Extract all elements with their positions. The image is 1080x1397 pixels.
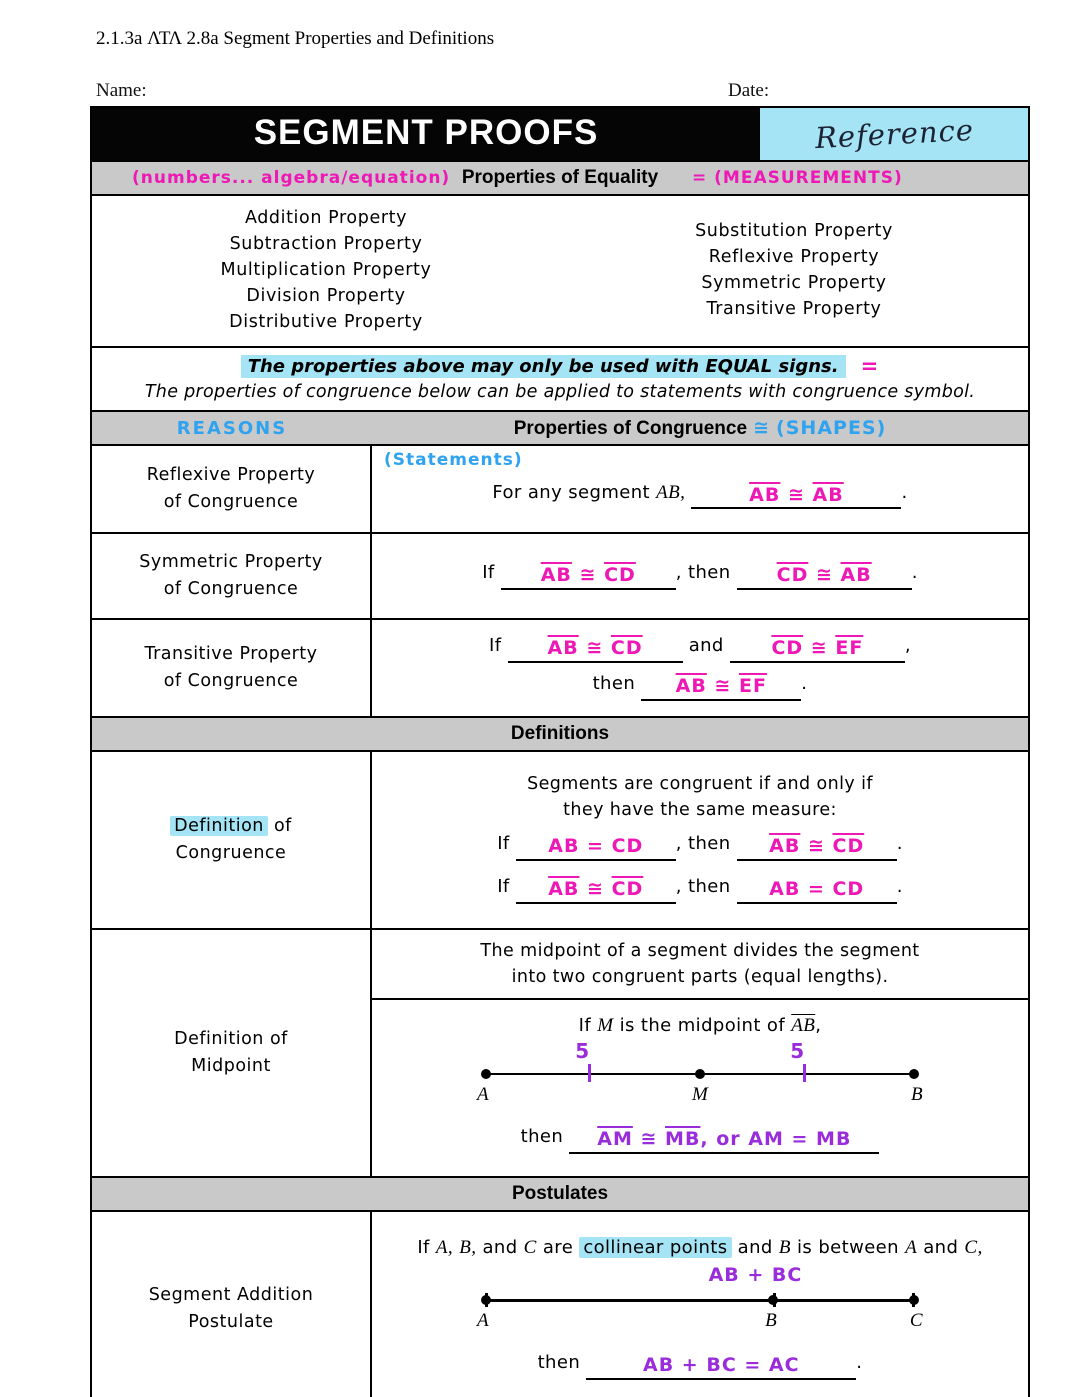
comma: , [904,635,912,656]
property-item: Reflexive Property [708,247,880,267]
equality-properties-row [92,194,1028,346]
reason-line: Segment Addition [148,1284,314,1305]
transitive-statement-line1 [388,635,1012,663]
intro-line: The midpoint of a segment divides the segment [480,940,920,961]
statement-text: For any segment [492,481,651,503]
midpoint-intro [372,930,1028,1000]
condition-text: is the midpoint of [619,1014,786,1036]
segment: $\overline{MB}$ [665,1127,701,1150]
length-annotation: AB + BC [708,1264,803,1287]
handwritten-answer: AB = CD [548,834,644,857]
segment-addition-diagram [477,1264,923,1342]
reason-line: Definition of [174,1028,288,1049]
equality-left-list [92,205,560,335]
title-banner [92,108,1028,160]
if-blank [508,638,683,663]
note-line-1 [92,354,1028,378]
segment: $\overline{CD}$ [610,637,643,659]
reference-handwriting: Reference [813,112,975,156]
midpoint-body [372,1000,1028,1171]
if-label: If [488,635,502,656]
congruence-line1 [388,833,1012,861]
congruence-line2 [388,876,1012,904]
then-label: , then [675,875,731,897]
reflexive-row [92,444,1028,532]
point-label-m: M [692,1083,709,1105]
handwritten-answer [769,835,864,857]
point-dot-a [481,1069,491,1079]
symmetric-statement [388,562,1012,590]
then-label: then [520,1125,564,1147]
segment: $\overline{CD}$ [832,834,865,857]
then-blank [586,1355,856,1380]
congruence-title-wrap [372,417,1028,440]
then-blank [737,879,897,904]
handwritten-answer [777,564,872,586]
transitive-statement-line2 [388,673,1012,701]
segment-ab: $\overline{AB}$ [812,483,844,506]
handwritten-answer [541,564,636,586]
then-blank [569,1129,879,1154]
handwritten-answer [548,878,643,900]
property-item: Transitive Property [706,299,882,319]
usage-note-row [92,346,1028,410]
reason-line: Reflexive Property [146,465,316,485]
point-c: C, [964,1237,983,1259]
handwritten-answer [676,675,767,697]
property-item: Substitution Property [695,221,893,241]
then-label: then [537,1352,581,1374]
note-line-2: The properties of congruence below can be applied to statements with congruence symbol. [144,382,976,402]
and-label: and [688,635,724,656]
transitive-reason [92,620,372,716]
definition-midpoint-row [92,928,1028,1176]
point-dot-b [909,1069,919,1079]
comma: , [815,1014,822,1036]
condition-text: is between [797,1237,899,1259]
reason-word: of [273,815,292,836]
reason-line: Symmetric Property [139,552,323,572]
segment-ab: $\overline{AB}$ [791,1014,816,1036]
condition-text: and [482,1237,518,1259]
handwritten-answer [548,637,643,659]
if-label: If [417,1237,430,1259]
point-label-c: C [909,1310,923,1332]
reasons-annotation: REASONS [176,417,288,439]
reason-line: Transitive Property [144,643,318,664]
congruent-op: ≅ [787,483,805,506]
property-item: Distributive Property [229,312,423,332]
point-m: M [597,1014,614,1036]
congruent-op: ≅ [586,637,604,659]
if-blank [516,836,676,861]
intro-line: into two congruent parts (equal lengths). [511,966,889,987]
then-blank [641,676,801,701]
if-label: If [578,1014,592,1036]
postulate-conclusion [388,1352,1012,1380]
handwritten-answer: AB = CD [769,877,865,900]
postulate-condition [388,1237,1012,1259]
congruence-title: Properties of Congruence [513,417,748,439]
period: . [901,481,908,503]
definition-congruence-statement-cell [372,752,1028,928]
transitive-statement-cell [372,620,1028,716]
date-label: Date: [728,80,770,101]
congruence-header-row [92,410,1028,444]
reason-line: of Congruence [163,579,299,599]
symmetric-row [92,532,1028,618]
point-label-b: B [765,1310,778,1332]
period: . [801,672,808,694]
then-blank [737,565,912,590]
reason-line: of Congruence [163,670,299,691]
segment-ab: $\overline{AB}$ [749,483,781,506]
tick-mark [803,1064,806,1082]
segment-name: AB, [656,481,686,503]
note-highlighted-text: The properties above may only be used with EQUAL signs. [241,355,846,378]
definition-midpoint-statement-cell [372,930,1028,1176]
postulates-header-row [92,1176,1028,1210]
highlighted-word: Definition [170,816,268,836]
highlighted-phrase: collinear points [579,1237,731,1258]
congruent-op: ≅ [815,564,833,587]
point-label-a: A [477,1083,490,1105]
answer-suffix: , or AM = MB [700,1127,852,1150]
definition-midpoint-reason [92,930,372,1176]
segment-addition-reason [92,1212,372,1397]
intro-line: Segments are congruent if and only if [527,773,873,794]
point-a: A, [435,1237,454,1259]
worksheet-table [90,106,1030,1397]
equality-right-list [560,205,1028,335]
reason-line: Congruence [175,842,287,863]
point-b: B, [459,1237,477,1259]
segment: $\overline{EF}$ [738,674,767,697]
condition-text: are [542,1237,574,1259]
segment-addition-row [92,1210,1028,1397]
equality-left-annotation: (numbers... algebra/equation) [132,168,451,188]
if-blank [516,879,676,904]
period: . [856,1352,863,1374]
equality-header-row [92,160,1028,194]
page-title: SEGMENT PROOFS [253,113,599,152]
segment: $\overline{CD}$ [611,877,644,900]
handwritten-answer [749,484,844,506]
condition-text: and [923,1237,959,1259]
handwritten-answer [597,1128,851,1150]
then-blank [737,836,897,861]
midpoint-diagram [477,1038,923,1116]
segment: $\overline{EF}$ [835,637,864,659]
period: . [896,875,903,897]
segment: $\overline{AB}$ [548,877,580,900]
definition-intro [388,771,1012,823]
segment: $\overline{AM}$ [597,1127,633,1150]
symmetric-statement-cell [372,534,1028,618]
course-code: 2.1.3a ΛΤΛ 2.8a Segment Properties and Definitions [96,28,495,49]
property-item: Subtraction Property [229,234,423,254]
definition-congruence-row [92,750,1028,928]
tick-mark [912,1293,915,1307]
congruence-symbol: ≅ [753,416,770,439]
reflexive-statement-cell [372,446,1028,532]
if-label: If [497,875,510,897]
if-label: If [482,562,495,584]
condition-text: and [737,1237,773,1259]
segment: $\overline{AB}$ [840,564,872,587]
midpoint-conclusion [388,1126,1012,1154]
point-a: A [905,1237,918,1259]
period: . [911,562,918,584]
shapes-annotation: (SHAPES) [776,416,887,439]
then-label: , then [675,562,731,584]
reason-line [98,813,364,840]
segment: $\overline{AB}$ [675,674,707,697]
equality-right-annotation: = (MEASUREMENTS) [692,168,903,188]
segment-addition-statement-cell [372,1212,1028,1397]
segment-line [485,1299,915,1302]
segment: $\overline{AB}$ [547,637,579,659]
if-label: If [497,832,510,854]
segment: $\overline{AB}$ [540,564,572,587]
reason-line: Postulate [188,1311,274,1332]
equals-mark: = [860,354,880,378]
reflexive-reason [92,446,372,532]
point-label-b: B [910,1083,923,1105]
definitions-title: Definitions [510,722,610,744]
handwritten-answer [771,637,863,659]
reason-line: Midpoint [191,1055,271,1076]
statements-annotation: (Statements) [384,450,523,470]
tick-mark [588,1064,591,1082]
then-label: , then [675,832,731,854]
property-item: Addition Property [244,208,408,228]
point-dot-m [695,1069,705,1079]
point-c: C [523,1237,537,1259]
point-label-a: A [477,1310,490,1332]
congruent-op: ≅ [587,877,604,900]
congruent-op: ≅ [640,1127,658,1150]
then-label: then [592,672,636,694]
tick-mark [773,1293,776,1307]
reflexive-blank [691,485,901,510]
tick-mark [485,1293,488,1307]
handwritten-answer: AB + BC = AC [643,1354,800,1377]
name-label: Name: [96,80,147,101]
length-mark: 5 [790,1038,806,1063]
and-blank [730,638,905,663]
segment: $\overline{CD}$ [604,564,636,587]
definitions-header-row [92,716,1028,750]
segment: $\overline{CD}$ [771,637,804,659]
midpoint-condition [388,1015,1012,1037]
reference-highlight-box [760,108,1028,160]
congruent-op: ≅ [579,564,597,587]
definition-congruence-reason [92,752,372,928]
intro-line: they have the same measure: [563,799,837,820]
property-item: Division Property [246,286,406,306]
symmetric-reason [92,534,372,618]
segment: $\overline{CD}$ [776,564,809,587]
congruent-op: ≅ [714,674,732,697]
equality-title: Properties of Equality [461,167,659,188]
postulates-title: Postulates [511,1182,609,1204]
reason-line: of Congruence [163,492,299,512]
transitive-row [92,618,1028,716]
if-blank [501,565,676,590]
congruent-op: ≅ [807,834,825,857]
property-item: Multiplication Property [220,260,432,280]
reflexive-statement [388,482,1012,510]
property-item: Symmetric Property [701,273,887,293]
segment: $\overline{AB}$ [769,834,801,857]
length-mark: 5 [575,1038,591,1063]
period: . [896,832,903,854]
congruent-op: ≅ [810,637,828,659]
point-b: B [778,1237,791,1259]
